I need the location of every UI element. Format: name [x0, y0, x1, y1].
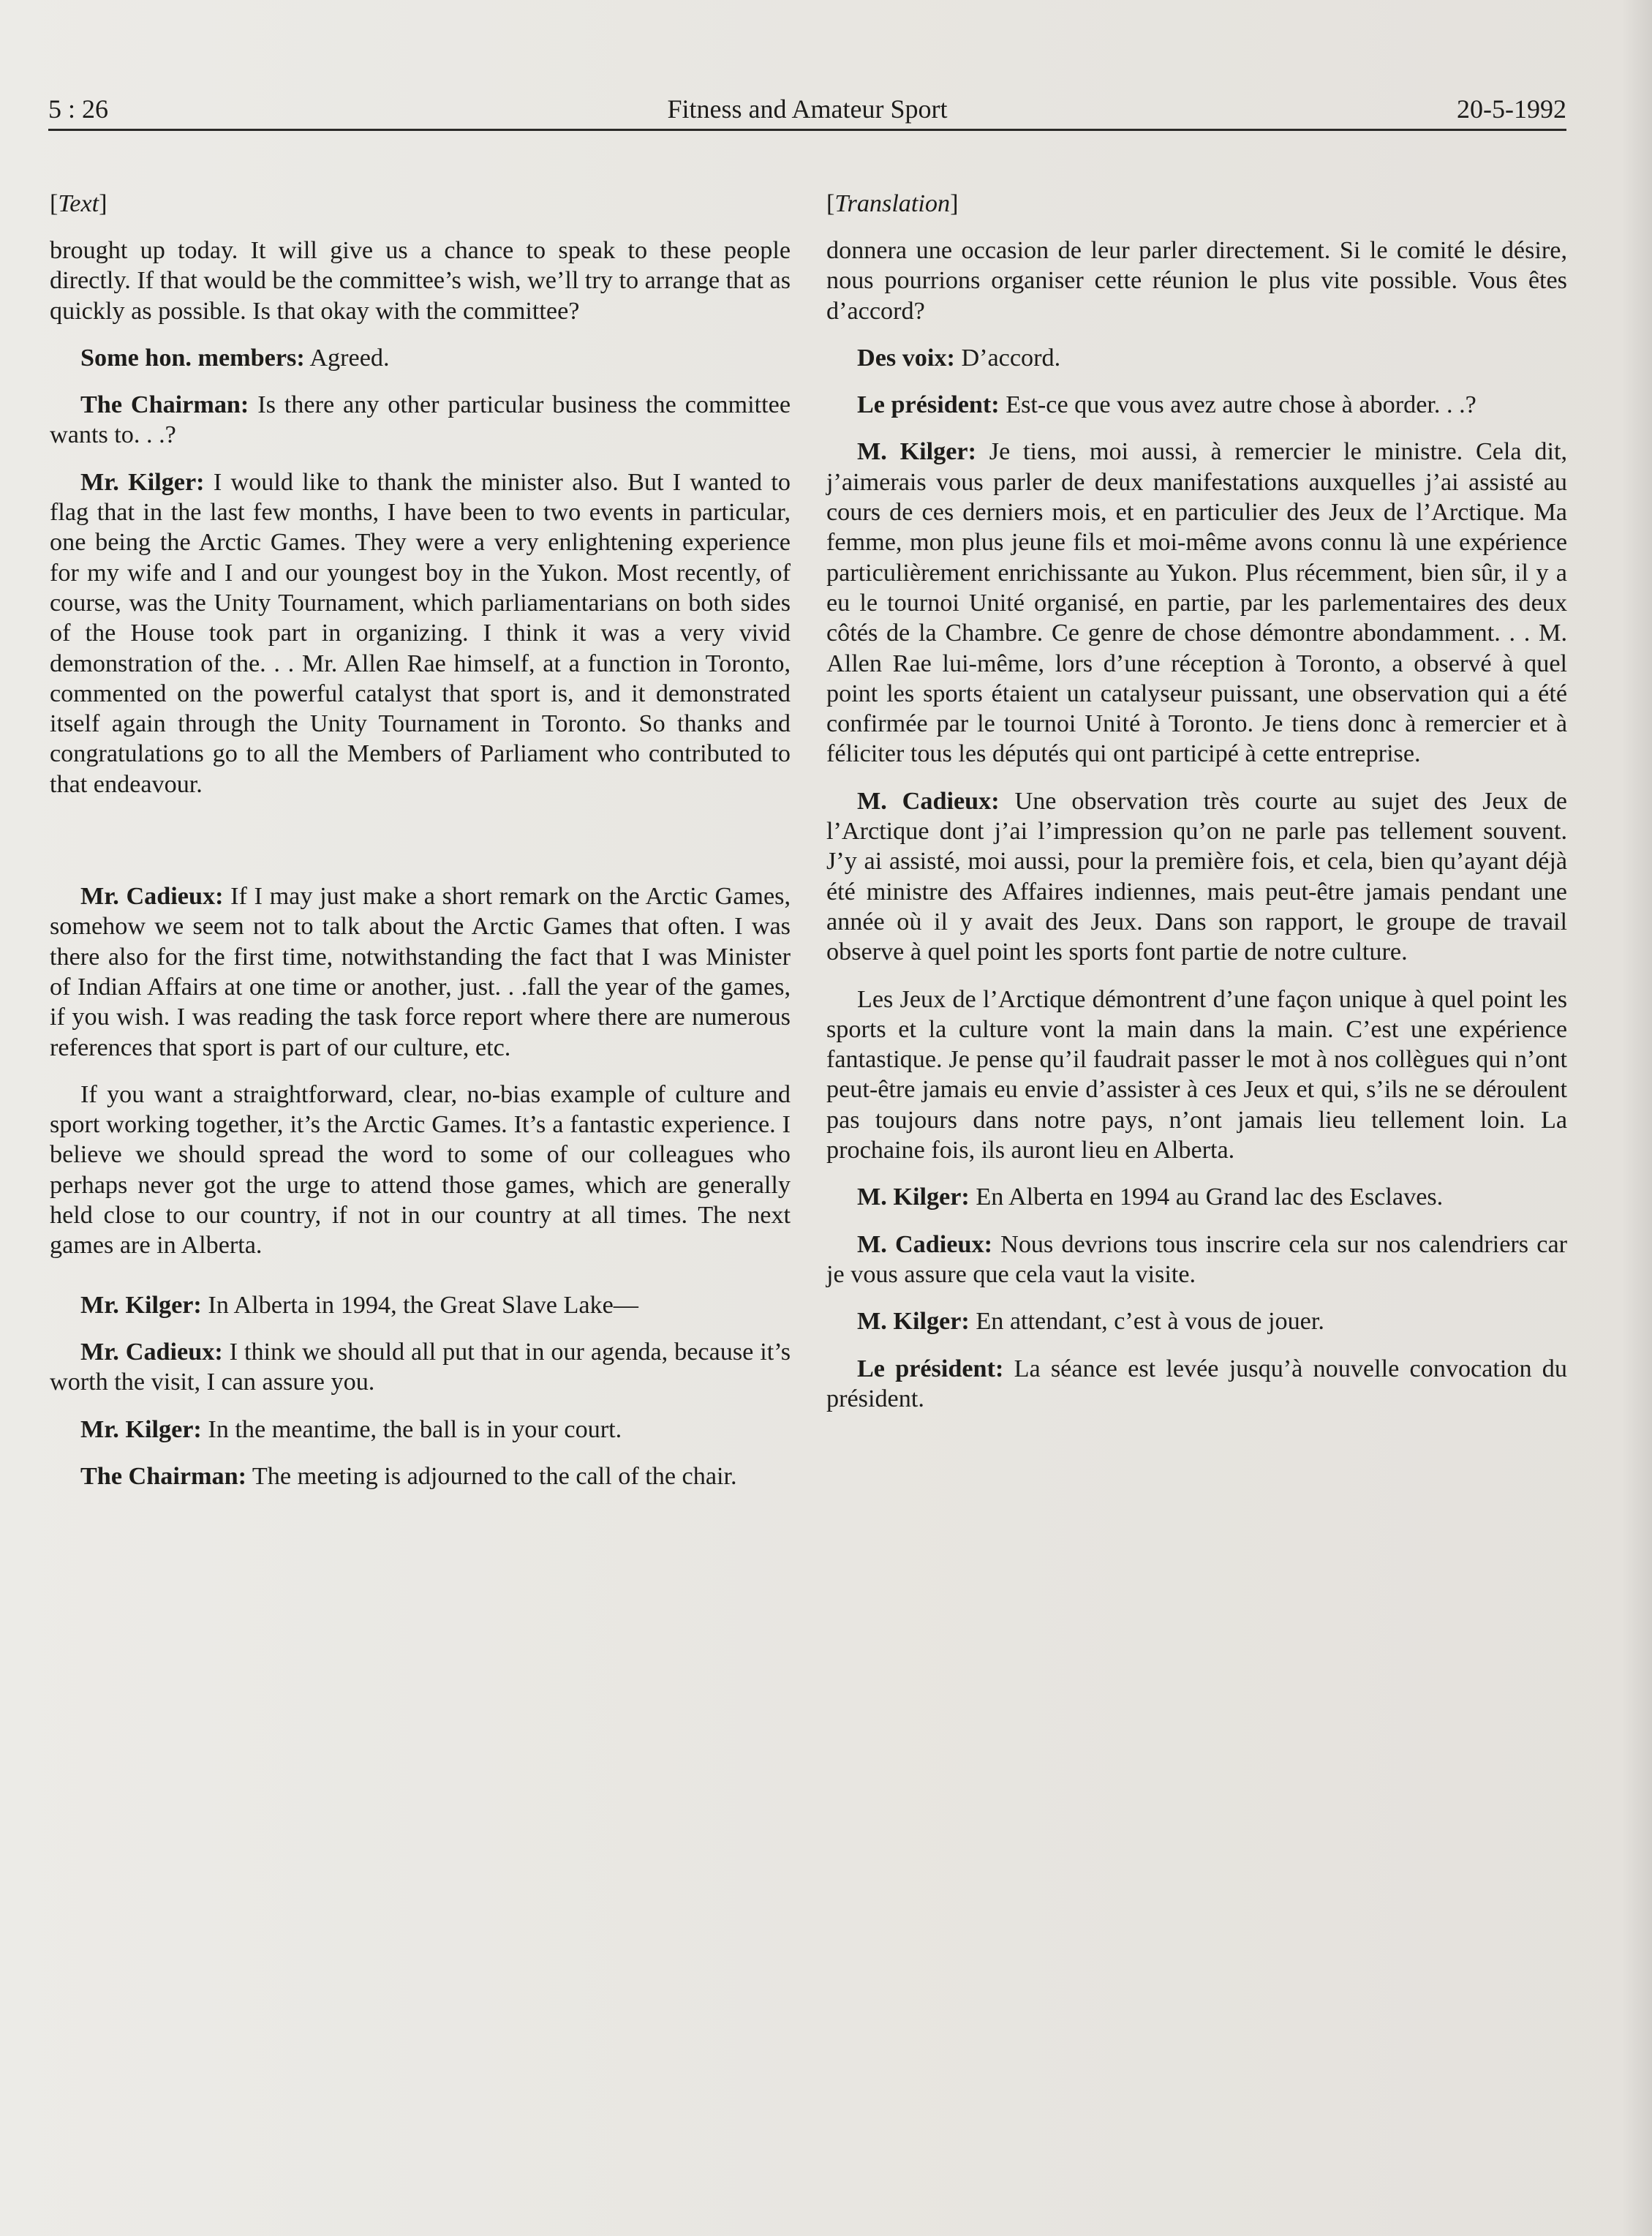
paragraph: Mr. Kilger: I would like to thank the minister also. But I wanted to flag that in the last few months, I have been to two events in particular, one being the Arctic Games. They were a very enlightening experience for my wife and I and our youngest boy in the Yukon. Most recently, of course, was the Unity Tournament, which parliamentarians on both sides of the House took part in organizing. I think it was a very vivid demonstration of the. . . Mr. Allen Rae himself, at a function in Toronto, commented on the powerful catalyst that sport is, and it demonstrated itself again through the Unity Tournament in Toronto. So thanks and congratulations go to all the Members of Parliament who contributed to that endeavour.: [50, 468, 791, 798]
column-label: [Text]: [50, 190, 108, 217]
paragraph: Le président: La séance est levée jusqu’à nouvelle convocation du président.: [826, 1355, 1567, 1412]
paragraph: Le président: Est-ce que vous avez autre chose à aborder. . .?: [857, 391, 1476, 419]
paragraph: donnera une occasion de leur parler directement. Si le comité le désire, nous pourrions organiser cette réunion le plus vite possible. Vous êtes d’accord?: [826, 237, 1567, 325]
paragraph: Mr. Cadieux: I think we should all put that in our agenda, because it’s worth the visit, I can assure you.: [50, 1338, 791, 1396]
paragraph: M. Kilger: Je tiens, moi aussi, à remercier le ministre. Cela dit, j’aimerais vous parler de deux manifestations auxquelles j’ai assisté au cours de ces derniers mois, et en particulier des Jeux de l’Arctique. Ma femme, mon plus jeune fils et moi-même avons connu là une expérience particulièrement enrichissante au Yukon. Plus récemment, bien sûr, il y a eu le tournoi Unité organisé, en partie, par les parlementaires des deux côtés de la Chambre. Ce genre de chose démontre abondamment. . . M. Allen Rae lui-même, lors d’une réception à Toronto, a observé à quel point les sports étaient un catalyseur puissant, une observation qui a été confirmée par le tournoi Unité à Toronto. Je tiens donc à remercier et à féliciter tous les députés qui ont participé à cette entreprise.: [826, 438, 1567, 768]
speaker-label: Le président:: [857, 1355, 1004, 1382]
paragraph: Mr. Kilger: In Alberta in 1994, the Great Slave Lake—: [80, 1291, 638, 1319]
header-rule: [48, 129, 1566, 131]
paragraph: M. Cadieux: Nous devrions tous inscrire cela sur nos calendriers car je vous assure que cela vaut la visite.: [826, 1230, 1568, 1288]
paragraph: Mr. Kilger: In the meantime, the ball is in your court.: [80, 1415, 622, 1443]
paragraph: M. Cadieux: Une observation très courte au sujet des Jeux de l’Arctique dont j’ai l’impression qu’on ne parle pas tellement souvent. J’y ai assisté, moi aussi, pour la première fois, et cela, bien qu’ayant déjà été ministre des Affaires indiennes, mais peut-être jamais pendant une année où il y avait des Jeux. Dans son rapport, le groupe de travail observe à quel point les sports font partie de notre culture.: [826, 787, 1567, 966]
speaker-label: Des voix:: [857, 344, 955, 372]
speaker-label: Some hon. members:: [80, 344, 305, 372]
speaker-label: The Chairman:: [80, 1462, 246, 1490]
document-title: Fitness and Amateur Sport: [667, 94, 948, 124]
speaker-label: Le président:: [857, 391, 1000, 419]
speaker-label: M. Kilger:: [857, 1308, 970, 1336]
speaker-label: Mr. Kilger:: [80, 468, 205, 496]
paragraph: The Chairman: The meeting is adjourned to the call of the chair.: [80, 1462, 737, 1490]
column-label: [Translation]: [826, 190, 959, 217]
speaker-label: Mr. Kilger:: [80, 1291, 202, 1319]
paragraph: Mr. Cadieux: If I may just make a short remark on the Arctic Games, somehow we seem not to talk about the Arctic Games that often. I was there also for the first time, notwithstanding the fact that I was Minister of Indian Affairs at one time or another, just. . .fall the year of the games, if you wish. I was reading the task force report where there are numerous references that sport is part of our culture, etc.: [50, 883, 791, 1061]
paragraph: If you want a straightforward, clear, no-bias example of culture and sport working together, it’s the Arctic Games. It’s a fantastic experience. I believe we should spread the word to some of our colleagues who perhaps never got the urge to attend those games, which are generally held close to our country, if not in our country at all times. The next games are in Alberta.: [50, 1080, 791, 1260]
speaker-label: Mr. Cadieux:: [80, 1338, 223, 1366]
page-header: [48, 94, 1566, 130]
paragraph: Les Jeux de l’Arctique démontrent d’une façon unique à quel point les sports et la culture vont la main dans la main. C’est une expérience fantastique. Je pense qu’il faudrait passer le mot à nos collègues qui n’ont peut-être jamais eu envie d’assister à ces Jeux et qui, s’ils ne se déroulent pas toujours dans notre pays, n’ont jamais lieu tellement loin. La prochaine fois, ils auront lieu en Alberta.: [826, 985, 1567, 1164]
speaker-label: Mr. Kilger:: [80, 1415, 202, 1443]
speaker-label: M. Kilger:: [857, 438, 976, 466]
speaker-label: The Chairman:: [80, 391, 249, 419]
paragraph: brought up today. It will give us a chance to speak to these people directly. If that would be the committee’s wish, we’ll try to arrange that as quickly as possible. Is that okay with the committee?: [50, 237, 791, 325]
english-column: [50, 188, 791, 1508]
paragraph: Des voix: D’accord.: [857, 344, 1061, 372]
paragraph: Some hon. members: Agreed.: [80, 344, 390, 372]
speaker-label: M. Cadieux:: [857, 1230, 992, 1258]
paragraph: M. Kilger: En Alberta en 1994 au Grand lac des Esclaves.: [857, 1183, 1444, 1211]
paragraph: The Chairman: Is there any other particular business the committee wants to. . .?: [50, 391, 791, 449]
meeting-date: 20-5-1992: [1457, 94, 1566, 124]
speaker-label: M. Cadieux:: [857, 787, 1000, 815]
paragraph: M. Kilger: En attendant, c’est à vous de jouer.: [857, 1308, 1324, 1336]
speaker-label: Mr. Cadieux:: [80, 883, 224, 911]
speaker-label: M. Kilger:: [857, 1183, 970, 1211]
french-column: [826, 188, 1567, 1431]
page-number: 5 : 26: [48, 94, 109, 124]
